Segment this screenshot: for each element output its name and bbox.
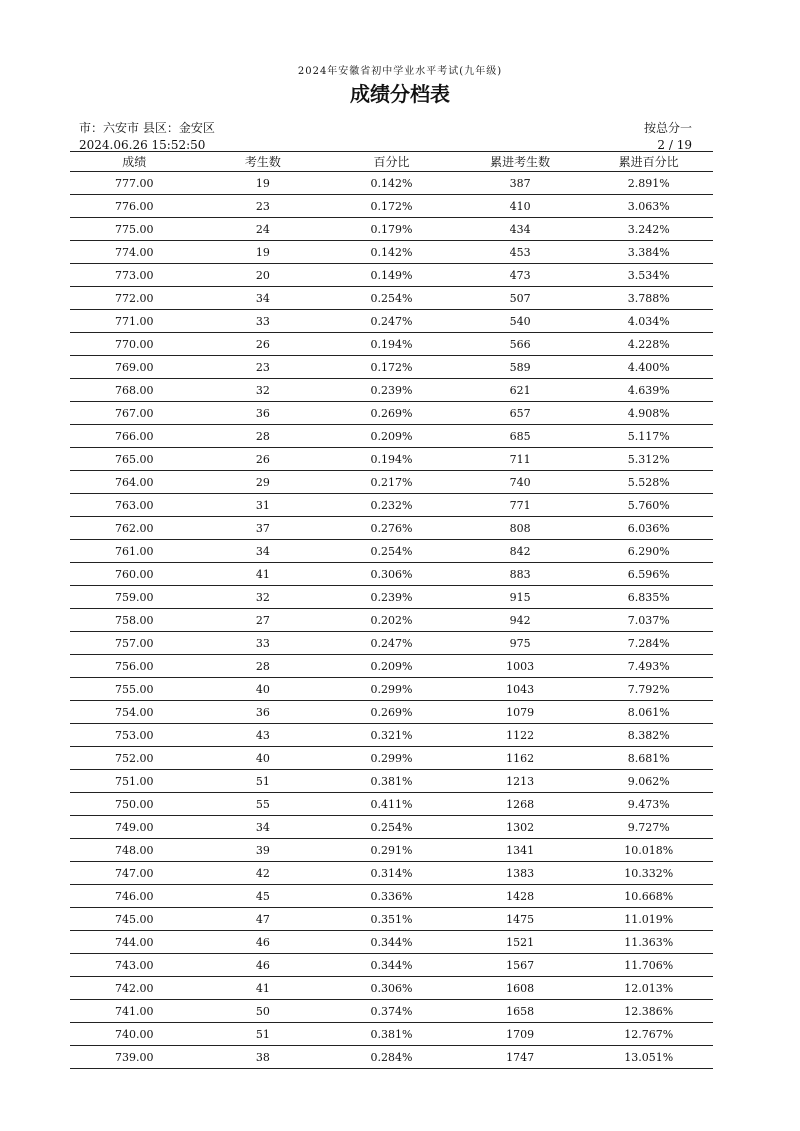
table-row [70,931,713,954]
count-cell: 29 [199,471,328,494]
table-row [70,609,713,632]
cumulative-count-cell: 1475 [456,908,585,931]
count-cell: 24 [199,218,328,241]
cumulative-percent-cell: 4.228% [584,333,713,356]
table-row [70,264,713,287]
percent-cell: 0.149% [327,264,456,287]
count-cell: 33 [199,632,328,655]
percent-cell: 0.142% [327,241,456,264]
count-cell: 34 [199,816,328,839]
cumulative-count-cell: 1383 [456,862,585,885]
percent-cell: 0.194% [327,333,456,356]
score-cell: 765.00 [70,448,199,471]
cumulative-percent-cell: 5.528% [584,471,713,494]
table-row [70,425,713,448]
score-cell: 747.00 [70,862,199,885]
cumulative-count-cell: 1079 [456,701,585,724]
score-cell: 757.00 [70,632,199,655]
cumulative-percent-cell: 6.835% [584,586,713,609]
table-row [70,954,713,977]
cumulative-percent-cell: 7.037% [584,609,713,632]
percent-cell: 0.172% [327,195,456,218]
cumulative-percent-cell: 4.639% [584,379,713,402]
percent-cell: 0.314% [327,862,456,885]
cumulative-count-cell: 657 [456,402,585,425]
count-cell: 46 [199,954,328,977]
report-meta-right [644,120,692,154]
score-cell: 763.00 [70,494,199,517]
table-body [70,172,713,1069]
table-row [70,241,713,264]
cumulative-count-cell: 1608 [456,977,585,1000]
cumulative-percent-cell: 10.018% [584,839,713,862]
cumulative-percent-cell: 11.706% [584,954,713,977]
cumulative-percent-cell: 8.382% [584,724,713,747]
percent-cell: 0.247% [327,632,456,655]
table-row [70,816,713,839]
cumulative-count-cell: 1003 [456,655,585,678]
percent-cell: 0.217% [327,471,456,494]
cumulative-percent-cell: 4.400% [584,356,713,379]
score-cell: 760.00 [70,563,199,586]
grade-distribution-table [70,152,713,1069]
cumulative-count-cell: 1428 [456,885,585,908]
score-cell: 748.00 [70,839,199,862]
table-row [70,586,713,609]
percent-cell: 0.194% [327,448,456,471]
percent-cell: 0.291% [327,839,456,862]
cumulative-count-cell: 1268 [456,793,585,816]
cumulative-count-cell: 1043 [456,678,585,701]
count-cell: 51 [199,770,328,793]
count-cell: 20 [199,264,328,287]
count-cell: 46 [199,931,328,954]
cumulative-count-cell: 1302 [456,816,585,839]
count-cell: 28 [199,655,328,678]
score-cell: 741.00 [70,1000,199,1023]
count-cell: 45 [199,885,328,908]
table-row [70,632,713,655]
table-row [70,724,713,747]
score-cell: 772.00 [70,287,199,310]
percent-cell: 0.269% [327,701,456,724]
column-header-score: 成绩 [70,152,199,172]
score-cell: 767.00 [70,402,199,425]
count-cell: 51 [199,1023,328,1046]
percent-cell: 0.299% [327,747,456,770]
score-cell: 740.00 [70,1023,199,1046]
table-header-row [70,152,713,172]
cumulative-percent-cell: 5.117% [584,425,713,448]
count-cell: 37 [199,517,328,540]
table-row [70,402,713,425]
percent-cell: 0.247% [327,310,456,333]
cumulative-percent-cell: 6.036% [584,517,713,540]
cumulative-count-cell: 507 [456,287,585,310]
cumulative-percent-cell: 3.242% [584,218,713,241]
percent-cell: 0.306% [327,563,456,586]
sort-label: 按总分一 [643,121,692,135]
percent-cell: 0.351% [327,908,456,931]
percent-cell: 0.306% [327,977,456,1000]
cumulative-count-cell: 1213 [456,770,585,793]
report-meta-left [79,120,215,154]
score-cell: 754.00 [70,701,199,724]
score-cell: 742.00 [70,977,199,1000]
column-header-cumulative-count: 累进考生数 [456,152,585,172]
exam-name: 2024年安徽省初中学业水平考试(九年级) [297,66,503,77]
percent-cell: 0.254% [327,540,456,563]
percent-cell: 0.254% [327,287,456,310]
percent-cell: 0.202% [327,609,456,632]
count-cell: 36 [199,402,328,425]
percent-cell: 0.411% [327,793,456,816]
cumulative-percent-cell: 8.061% [584,701,713,724]
cumulative-percent-cell: 5.760% [584,494,713,517]
percent-cell: 0.232% [327,494,456,517]
cumulative-percent-cell: 9.727% [584,816,713,839]
table-row [70,448,713,471]
score-cell: 751.00 [70,770,199,793]
table-row [70,517,713,540]
count-cell: 39 [199,839,328,862]
table-row [70,172,713,195]
score-cell: 755.00 [70,678,199,701]
score-cell: 771.00 [70,310,199,333]
cumulative-percent-cell: 5.312% [584,448,713,471]
cumulative-count-cell: 473 [456,264,585,287]
cumulative-percent-cell: 4.908% [584,402,713,425]
count-cell: 28 [199,425,328,448]
cumulative-percent-cell: 11.019% [584,908,713,931]
percent-cell: 0.172% [327,356,456,379]
count-cell: 19 [199,241,328,264]
score-cell: 776.00 [70,195,199,218]
score-cell: 745.00 [70,908,199,931]
cumulative-count-cell: 387 [456,172,585,195]
percent-cell: 0.209% [327,655,456,678]
score-cell: 756.00 [70,655,199,678]
count-cell: 26 [199,448,328,471]
score-cell: 777.00 [70,172,199,195]
count-cell: 47 [199,908,328,931]
table-row [70,218,713,241]
cumulative-count-cell: 1658 [456,1000,585,1023]
count-cell: 36 [199,701,328,724]
percent-cell: 0.336% [327,885,456,908]
cumulative-percent-cell: 7.284% [584,632,713,655]
count-cell: 32 [199,379,328,402]
count-cell: 43 [199,724,328,747]
table-row [70,793,713,816]
count-cell: 26 [199,333,328,356]
cumulative-count-cell: 740 [456,471,585,494]
table-row [70,885,713,908]
cumulative-percent-cell: 3.788% [584,287,713,310]
table-row [70,977,713,1000]
table-row [70,540,713,563]
score-cell: 764.00 [70,471,199,494]
percent-cell: 0.179% [327,218,456,241]
table-row [70,287,713,310]
cumulative-count-cell: 942 [456,609,585,632]
count-cell: 41 [199,977,328,1000]
cumulative-percent-cell: 6.290% [584,540,713,563]
score-cell: 770.00 [70,333,199,356]
cumulative-percent-cell: 3.384% [584,241,713,264]
score-cell: 775.00 [70,218,199,241]
cumulative-percent-cell: 6.596% [584,563,713,586]
count-cell: 27 [199,609,328,632]
score-cell: 773.00 [70,264,199,287]
cumulative-count-cell: 621 [456,379,585,402]
percent-cell: 0.209% [327,425,456,448]
count-cell: 40 [199,747,328,770]
count-cell: 23 [199,195,328,218]
count-cell: 41 [199,563,328,586]
cumulative-percent-cell: 8.681% [584,747,713,770]
column-header-cumulative-percent: 累进百分比 [584,152,713,172]
cumulative-count-cell: 808 [456,517,585,540]
percent-cell: 0.276% [327,517,456,540]
cumulative-count-cell: 453 [456,241,585,264]
cumulative-percent-cell: 4.034% [584,310,713,333]
cumulative-percent-cell: 7.493% [584,655,713,678]
percent-cell: 0.299% [327,678,456,701]
table-row [70,678,713,701]
percent-cell: 0.142% [327,172,456,195]
score-cell: 774.00 [70,241,199,264]
cumulative-count-cell: 685 [456,425,585,448]
score-cell: 759.00 [70,586,199,609]
cumulative-percent-cell: 7.792% [584,678,713,701]
count-cell: 34 [199,287,328,310]
cumulative-count-cell: 771 [456,494,585,517]
percent-cell: 0.321% [327,724,456,747]
score-cell: 752.00 [70,747,199,770]
cumulative-count-cell: 1341 [456,839,585,862]
cumulative-percent-cell: 13.051% [584,1046,713,1069]
cumulative-count-cell: 1747 [456,1046,585,1069]
percent-cell: 0.381% [327,770,456,793]
table-row [70,310,713,333]
location-label: 市：六安市 县区：金安区 [79,121,215,135]
count-cell: 55 [199,793,328,816]
cumulative-percent-cell: 12.386% [584,1000,713,1023]
count-cell: 34 [199,540,328,563]
count-cell: 42 [199,862,328,885]
cumulative-count-cell: 410 [456,195,585,218]
cumulative-percent-cell: 2.891% [584,172,713,195]
cumulative-count-cell: 1521 [456,931,585,954]
score-cell: 758.00 [70,609,199,632]
count-cell: 50 [199,1000,328,1023]
score-cell: 743.00 [70,954,199,977]
score-cell: 762.00 [70,517,199,540]
table-row [70,862,713,885]
percent-cell: 0.381% [327,1023,456,1046]
table-row [70,839,713,862]
score-cell: 739.00 [70,1046,199,1069]
score-cell: 761.00 [70,540,199,563]
cumulative-percent-cell: 3.063% [584,195,713,218]
cumulative-percent-cell: 10.668% [584,885,713,908]
table-row [70,1000,713,1023]
table-row [70,563,713,586]
table-row [70,701,713,724]
score-cell: 749.00 [70,816,199,839]
percent-cell: 0.344% [327,954,456,977]
score-cell: 768.00 [70,379,199,402]
cumulative-percent-cell: 9.473% [584,793,713,816]
score-cell: 744.00 [70,931,199,954]
page-indicator: 2 / 19 [657,138,692,152]
count-cell: 23 [199,356,328,379]
cumulative-percent-cell: 12.013% [584,977,713,1000]
percent-cell: 0.344% [327,931,456,954]
percent-cell: 0.239% [327,586,456,609]
cumulative-count-cell: 540 [456,310,585,333]
percent-cell: 0.374% [327,1000,456,1023]
score-cell: 746.00 [70,885,199,908]
count-cell: 33 [199,310,328,333]
count-cell: 38 [199,1046,328,1069]
percent-cell: 0.269% [327,402,456,425]
cumulative-count-cell: 1709 [456,1023,585,1046]
cumulative-count-cell: 915 [456,586,585,609]
percent-cell: 0.239% [327,379,456,402]
score-cell: 750.00 [70,793,199,816]
cumulative-count-cell: 1122 [456,724,585,747]
table-row [70,1046,713,1069]
column-header-count: 考生数 [199,152,328,172]
cumulative-percent-cell: 10.332% [584,862,713,885]
cumulative-percent-cell: 3.534% [584,264,713,287]
table-row [70,471,713,494]
table-row [70,195,713,218]
cumulative-count-cell: 883 [456,563,585,586]
cumulative-percent-cell: 12.767% [584,1023,713,1046]
score-cell: 769.00 [70,356,199,379]
column-header-percent: 百分比 [327,152,456,172]
cumulative-count-cell: 711 [456,448,585,471]
cumulative-count-cell: 1162 [456,747,585,770]
cumulative-percent-cell: 11.363% [584,931,713,954]
table-row [70,333,713,356]
table-row [70,770,713,793]
table-row [70,1023,713,1046]
cumulative-count-cell: 975 [456,632,585,655]
score-cell: 766.00 [70,425,199,448]
cumulative-count-cell: 842 [456,540,585,563]
table-row [70,908,713,931]
percent-cell: 0.254% [327,816,456,839]
table-row [70,356,713,379]
count-cell: 40 [199,678,328,701]
count-cell: 31 [199,494,328,517]
table-row [70,655,713,678]
cumulative-count-cell: 589 [456,356,585,379]
score-cell: 753.00 [70,724,199,747]
count-cell: 32 [199,586,328,609]
cumulative-percent-cell: 9.062% [584,770,713,793]
count-cell: 19 [199,172,328,195]
cumulative-count-cell: 1567 [456,954,585,977]
cumulative-count-cell: 434 [456,218,585,241]
cumulative-count-cell: 566 [456,333,585,356]
percent-cell: 0.284% [327,1046,456,1069]
page-title: 成绩分档表 [350,82,450,106]
report-datetime: 2024.06.26 15:52:50 [79,138,206,152]
table-row [70,379,713,402]
table-row [70,747,713,770]
table-row [70,494,713,517]
